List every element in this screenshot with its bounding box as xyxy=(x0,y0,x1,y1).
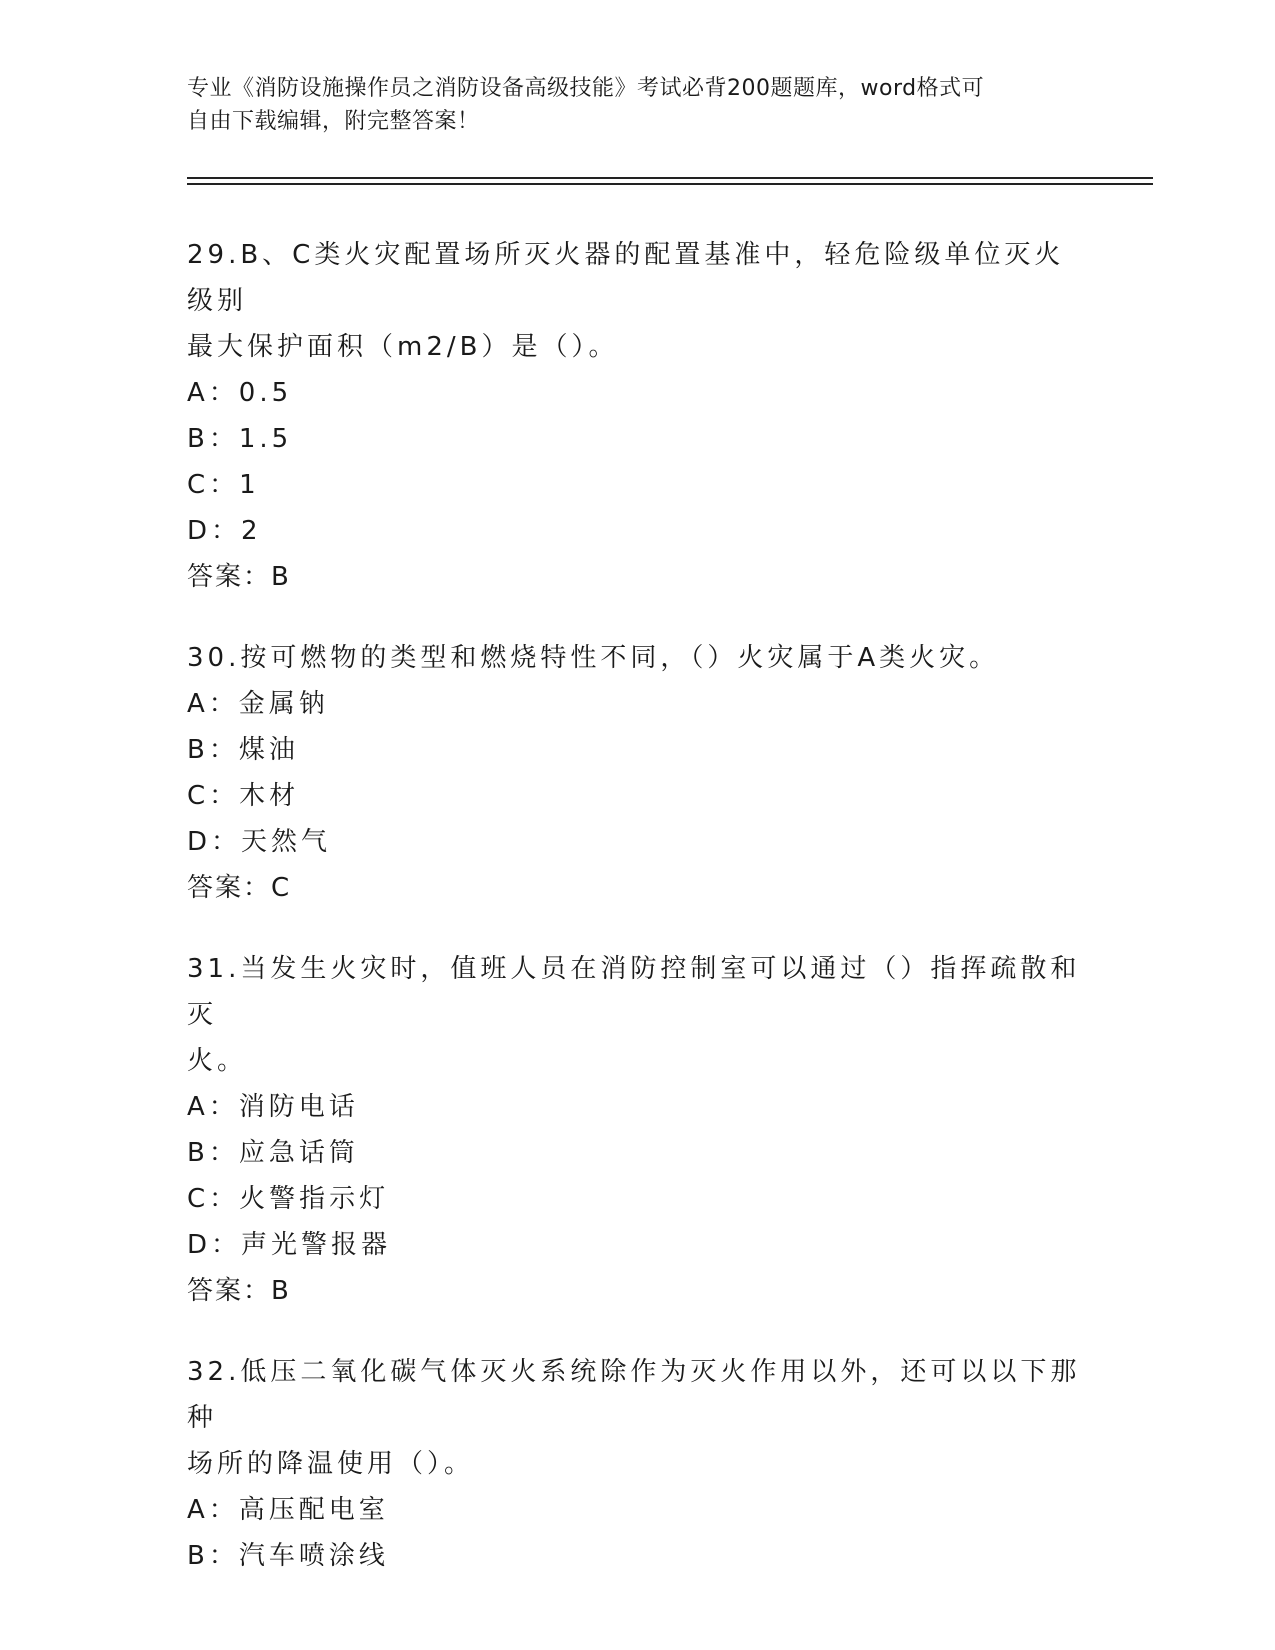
option-text: 消防电话 xyxy=(238,1092,359,1122)
question-text xyxy=(187,1349,1087,1487)
option-a xyxy=(187,370,1087,416)
option-letter: B： xyxy=(187,424,239,454)
question-text-line: 29.B、C类火灾配置场所灭火器的配置基准中，轻危险级单位灭火级别 xyxy=(187,240,1065,316)
option-letter: C： xyxy=(187,470,240,500)
option-text: 声光警报器 xyxy=(241,1230,392,1260)
option-text: 1 xyxy=(239,470,260,500)
header-line-1: 专业《消防设施操作员之消防设备高级技能》考试必背200题题库，word格式可 xyxy=(187,76,985,101)
option-letter: B： xyxy=(187,1541,239,1571)
answer-label: 答案： xyxy=(187,562,272,592)
question-text xyxy=(187,232,1087,370)
question-text-line: 火。 xyxy=(187,1046,248,1076)
option-text: 0.5 xyxy=(238,378,293,408)
option-a xyxy=(187,1084,1087,1130)
option-d xyxy=(187,1222,1087,1268)
option-letter: A： xyxy=(187,1092,239,1122)
question-text-line: 32.低压二氧化碳气体灭火系统除作为灭火作用以外，还可以以下那种 xyxy=(187,1357,1081,1433)
question-31 xyxy=(187,946,1087,1314)
option-text: 汽车喷涂线 xyxy=(238,1541,389,1571)
option-b xyxy=(187,416,1087,462)
option-b xyxy=(187,1130,1087,1176)
option-text: 高压配电室 xyxy=(238,1495,389,1525)
option-text: 木材 xyxy=(239,781,300,811)
document-header xyxy=(187,72,1087,138)
question-32 xyxy=(187,1349,1087,1579)
option-letter: A： xyxy=(187,378,239,408)
option-c xyxy=(187,1176,1087,1222)
option-d xyxy=(187,508,1087,554)
answer-value: B xyxy=(271,562,289,592)
option-a xyxy=(187,681,1087,727)
option-text: 天然气 xyxy=(241,827,332,857)
answer-label: 答案： xyxy=(187,873,272,903)
option-c xyxy=(187,462,1087,508)
option-text: 2 xyxy=(241,516,262,546)
question-30 xyxy=(187,635,1087,911)
question-text-line: 31.当发生火灾时，值班人员在消防控制室可以通过（）指挥疏散和灭 xyxy=(187,954,1081,1030)
option-letter: D： xyxy=(187,516,242,546)
question-text-line: 30.按可燃物的类型和燃烧特性不同，（）火灾属于A类火灾。 xyxy=(187,643,1000,673)
option-letter: C： xyxy=(187,1184,240,1214)
question-text-line: 最大保护面积（m2/B）是（）。 xyxy=(187,332,619,362)
answer xyxy=(187,865,1087,911)
question-text xyxy=(187,946,1087,1084)
answer xyxy=(187,554,1087,600)
question-29 xyxy=(187,232,1087,600)
answer xyxy=(187,1268,1087,1314)
option-text: 火警指示灯 xyxy=(239,1184,390,1214)
option-letter: C： xyxy=(187,781,240,811)
option-letter: D： xyxy=(187,1230,242,1260)
answer-value: C xyxy=(271,873,290,903)
answer-label: 答案： xyxy=(187,1276,272,1306)
option-text: 1.5 xyxy=(238,424,293,454)
option-letter: A： xyxy=(187,689,239,719)
option-text: 金属钠 xyxy=(238,689,329,719)
header-line-2: 自由下载编辑，附完整答案！ xyxy=(187,109,480,134)
option-a xyxy=(187,1487,1087,1533)
option-letter: A： xyxy=(187,1495,239,1525)
option-letter: B： xyxy=(187,735,239,765)
option-letter: D： xyxy=(187,827,242,857)
option-c xyxy=(187,773,1087,819)
option-text: 应急话筒 xyxy=(238,1138,359,1168)
header-rule-bottom xyxy=(187,183,1153,185)
header-rule-top xyxy=(187,177,1153,179)
option-d xyxy=(187,819,1087,865)
option-text: 煤油 xyxy=(238,735,299,765)
question-text xyxy=(187,635,1087,681)
option-b xyxy=(187,1533,1087,1579)
option-b xyxy=(187,727,1087,773)
question-text-line: 场所的降温使用（）。 xyxy=(187,1449,475,1479)
answer-value: B xyxy=(271,1276,289,1306)
question-list xyxy=(187,232,1087,1614)
option-letter: B： xyxy=(187,1138,239,1168)
